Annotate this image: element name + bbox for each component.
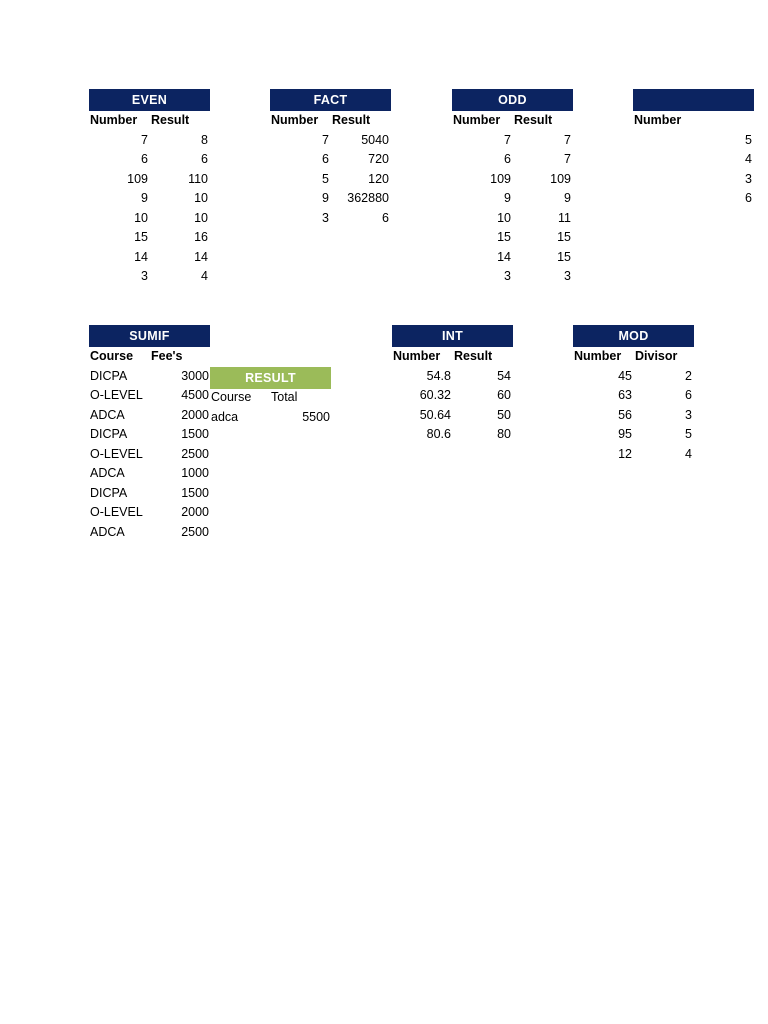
table-cell: 1500 — [181, 427, 209, 441]
table-cell: 14 — [497, 249, 511, 264]
table-cell: O-LEVEL — [90, 505, 143, 519]
table-cell: 54 — [497, 368, 511, 383]
column-header: Number — [90, 113, 138, 127]
table-cell: 2 — [685, 368, 692, 383]
table-cell: 7 — [504, 132, 511, 147]
table-cell: 5040 — [361, 132, 389, 147]
table-cell: 5 — [745, 132, 752, 147]
table-cell: 3 — [322, 210, 329, 225]
table-cell: 3 — [504, 269, 511, 283]
result-header: RESULT — [210, 367, 331, 389]
table-cell: 7 — [322, 132, 329, 147]
column-header: Divisor — [635, 349, 678, 363]
sumif-header: SUMIF — [89, 325, 210, 347]
table-cell: 10 — [194, 191, 208, 205]
table-cell: 95 — [618, 427, 632, 441]
table-cell: O-LEVEL — [90, 388, 143, 402]
column-header: Result — [454, 349, 493, 363]
table-cell: 7 — [141, 132, 148, 147]
table-cell: ADCA — [90, 407, 125, 422]
column-header: Result — [332, 113, 371, 127]
table-cell: 1500 — [181, 485, 209, 500]
table-cell: 2500 — [181, 524, 209, 539]
table-cell: 60 — [497, 388, 511, 402]
table-cell: 9 — [141, 191, 148, 205]
table-cell: 60.32 — [419, 388, 451, 402]
table-cell: 3 — [564, 269, 571, 283]
column-header: Number — [393, 349, 441, 363]
table-cell: 6 — [141, 152, 148, 166]
table-cell: DICPA — [90, 427, 128, 441]
table-cell: 5 — [685, 427, 692, 441]
table-cell: 362880 — [347, 191, 389, 205]
mod-header: MOD — [573, 325, 694, 347]
result-total-label: Total — [271, 390, 298, 404]
table-cell: 14 — [134, 249, 148, 264]
table-cell: 2000 — [181, 505, 209, 519]
table-cell: 45 — [618, 368, 632, 383]
table-cell: 80 — [497, 427, 511, 441]
table-cell: 1000 — [181, 466, 209, 480]
table-cell: 6 — [382, 210, 389, 225]
table-cell: 8 — [201, 132, 208, 147]
table-cell: 11 — [558, 210, 571, 225]
odd-header: ODD — [452, 89, 573, 111]
table-cell: 2500 — [181, 446, 209, 461]
table-cell: 9 — [564, 191, 571, 205]
table-cell: 4500 — [181, 388, 209, 402]
table-cell: 14 — [194, 249, 208, 264]
table-cell: 6 — [322, 152, 329, 166]
table-cell: 3 — [745, 171, 752, 186]
table-cell: 4 — [685, 446, 692, 461]
table-cell: ADCA — [90, 466, 125, 480]
table-cell: 9 — [322, 191, 329, 205]
table-cell: 12 — [618, 446, 632, 461]
table-cell: 4 — [745, 152, 752, 166]
table-cell: 15 — [134, 230, 148, 244]
table-cell: 120 — [368, 171, 389, 186]
column-header: Result — [151, 113, 190, 127]
table-cell: 109 — [127, 171, 148, 186]
table-cell: 4 — [201, 269, 208, 283]
column-header: Course — [90, 349, 134, 363]
table-cell: 109 — [550, 171, 571, 186]
table-cell: 80.6 — [426, 427, 451, 441]
table-cell: DICPA — [90, 368, 128, 383]
table-cell: 2000 — [181, 407, 209, 422]
even-header: EVEN — [89, 89, 210, 111]
result-course-label: Course — [211, 390, 252, 404]
table-cell: 5 — [322, 171, 329, 186]
column-header: Number — [271, 113, 319, 127]
table-cell: ADCA — [90, 524, 125, 539]
table-cell: O-LEVEL — [90, 446, 143, 461]
table-cell: 15 — [557, 249, 571, 264]
table-cell: 63 — [618, 388, 632, 402]
table-cell: 7 — [564, 152, 571, 166]
table-cell: 110 — [188, 171, 208, 186]
table-cell: 10 — [497, 210, 511, 225]
table-cell: 7 — [564, 132, 571, 147]
table-cell: 10 — [194, 210, 208, 225]
table-cell: 6 — [685, 388, 692, 402]
table-cell: 6 — [504, 152, 511, 166]
table-cell: 15 — [497, 230, 511, 244]
table-cell: 50 — [497, 407, 511, 422]
fourth-header — [633, 89, 754, 111]
table-cell: 3000 — [181, 368, 209, 383]
table-cell: 9 — [504, 191, 511, 205]
table-cell: 16 — [194, 230, 208, 244]
table-cell: DICPA — [90, 485, 128, 500]
column-header: Fee's — [151, 349, 183, 363]
table-cell: 10 — [134, 210, 148, 225]
table-cell: 109 — [490, 171, 511, 186]
table-cell: 6 — [745, 191, 752, 205]
result-course-value: adca — [211, 409, 239, 424]
fact-header: FACT — [270, 89, 391, 111]
table-cell: 720 — [368, 152, 389, 166]
int-header: INT — [392, 325, 513, 347]
table-cell: 50.64 — [419, 407, 451, 422]
table-cell: 56 — [618, 407, 632, 422]
table-cell: 6 — [201, 152, 208, 166]
column-header: Result — [514, 113, 553, 127]
table-cell: 54.8 — [426, 368, 451, 383]
result-total-value: 5500 — [302, 409, 330, 424]
table-cell: 3 — [141, 269, 148, 283]
table-cell: 15 — [557, 230, 571, 244]
table-cell: 3 — [685, 407, 692, 422]
column-header: Number — [453, 113, 501, 127]
column-header: Number — [634, 113, 682, 127]
column-header: Number — [574, 349, 622, 363]
